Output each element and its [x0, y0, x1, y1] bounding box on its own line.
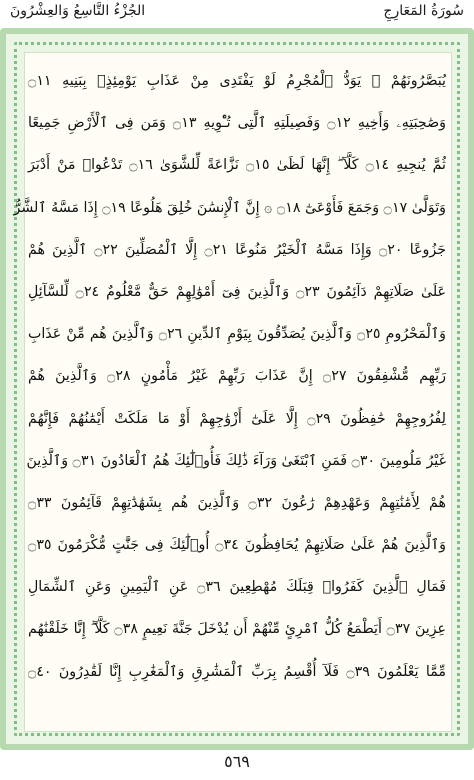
- quran-text: [13, 60, 450, 693]
- text-line: وَٱلَّذِينَ هُمْ عَلَىٰ صَلَاتِهِمْ يُحَافِظُونَ ۝٣٤ أُو۟لَٰٓئِكَ فِى جَنَّٰتٍ مُّكْرَمُونَ ۝٣٥: [28, 537, 446, 554]
- text-line: وَصَٰحِبَتِهِۦ وَأَخِيهِ ۝١٢ وَفَصِيلَتِهِ ٱلَّتِى تُـْٔوِيهِ ۝١٣ وَمَن فِى ٱلْأَرْضِ جَمِيعًا: [28, 115, 446, 132]
- text-line: وَٱلْمَحْرُومِ ۝٢٥ وَٱلَّذِينَ يُصَدِّقُونَ بِيَوْمِ ٱلدِّينِ ۝٢٦ وَٱلَّذِينَ هُم مِّنْ عَذَابِ: [28, 326, 446, 343]
- juz-title: الجُزْءُ التَّاسِعُ وَالعِشْرُونَ: [10, 3, 146, 19]
- text-line: يُبَصَّرُونَهُمْ ۚ يَوَدُّ ٱلْمُجْرِمُ لَوْ يَفْتَدِى مِنْ عَذَابِ يَوْمِئِذٍۭ بِبَنِيهِ ۝١١: [28, 73, 446, 89]
- text-line: عَلَىٰ صَلَاتِهِمْ دَآئِمُونَ ۝٢٣ وَٱلَّذِينَ فِىٓ أَمْوَٰلِهِمْ حَقٌّ مَّعْلُومٌ ۝٢٤ لِّلسَّآئِلِ: [28, 283, 446, 300]
- text-line: عِزِينَ ۝٣٧ أَيَطْمَعُ كُلُّ ٱمْرِئٍ مِّنْهُمْ أَن يُدْخَلَ جَنَّةَ نَعِيمٍ ۝٣٨ كَلَّآ ۖ إِنَّا خَلَقْنَٰهُم: [28, 621, 446, 638]
- text-line: وَتَوَلَّىٰ ۝١٧ وَجَمَعَ فَأَوْعَىٰٓ ۝١٨ ۞ إِنَّ ٱلْإِنسَٰنَ خُلِقَ هَلُوعًا ۝١٩ إِذَا مَسَّهُ ٱلشَّرُّ: [13, 199, 446, 216]
- text-line: مِّمَّا يَعْلَمُونَ ۝٣٩ فَلَآ أُقْسِمُ بِرَبِّ ٱلْمَشَٰرِقِ وَٱلْمَغَٰرِبِ إِنَّا لَقَٰدِرُونَ ۝٤٠: [28, 663, 446, 680]
- text-line: فَمَالِ ٱلَّذِينَ كَفَرُوا۟ قِبَلَكَ مُهْطِعِينَ ۝٣٦ عَنِ ٱلْيَمِينِ وَعَنِ ٱلشِّمَالِ: [28, 579, 447, 596]
- text-line: هُمْ لِأَمَٰنَٰتِهِمْ وَعَهْدِهِمْ رَٰعُونَ ۝٣٢ وَٱلَّذِينَ هُم بِشَهَٰدَٰتِهِمْ قَآئِمُونَ ۝٣٣: [28, 494, 446, 511]
- surah-title: سُورَةُ المَعَارِجِ: [383, 3, 464, 19]
- page-number: ٥٦٩: [224, 752, 250, 771]
- page-header: [0, 0, 474, 30]
- text-line: لِفُرُوجِهِمْ حَٰفِظُونَ ۝٢٩ إِلَّا عَلَىٰٓ أَزْوَٰجِهِمْ أَوْ مَا مَلَكَتْ أَيْمَٰنُهُمْ فَإِنَّهُمْ: [28, 410, 446, 427]
- text-line: رَبِّهِم مُّشْفِقُونَ ۝٢٧ إِنَّ عَذَابَ رَبِّهِمْ غَيْرُ مَأْمُونٍ ۝٢٨ وَٱلَّذِينَ هُمْ: [28, 368, 446, 385]
- text-line: جَزُوعًا ۝٢٠ وَإِذَا مَسَّهُ ٱلْخَيْرُ مَنُوعًا ۝٢١ إِلَّا ٱلْمُصَلِّينَ ۝٢٢ ٱلَّذِينَ هُمْ: [28, 241, 446, 258]
- text-line: غَيْرُ مَلُومِينَ ۝٣٠ فَمَنِ ٱبْتَغَىٰ وَرَآءَ ذَٰلِكَ فَأُو۟لَٰٓئِكَ هُمُ ٱلْعَادُونَ ۝٣١ وَٱلَّذِينَ: [26, 452, 446, 469]
- text-line: ثُمَّ يُنجِيهِ ۝١٤ كَلَّآ ۖ إِنَّهَا لَظَىٰ ۝١٥ نَزَّاعَةً لِّلشَّوَىٰ ۝١٦ تَدْعُوا۟ مَنْ أَدْبَرَ: [28, 157, 446, 174]
